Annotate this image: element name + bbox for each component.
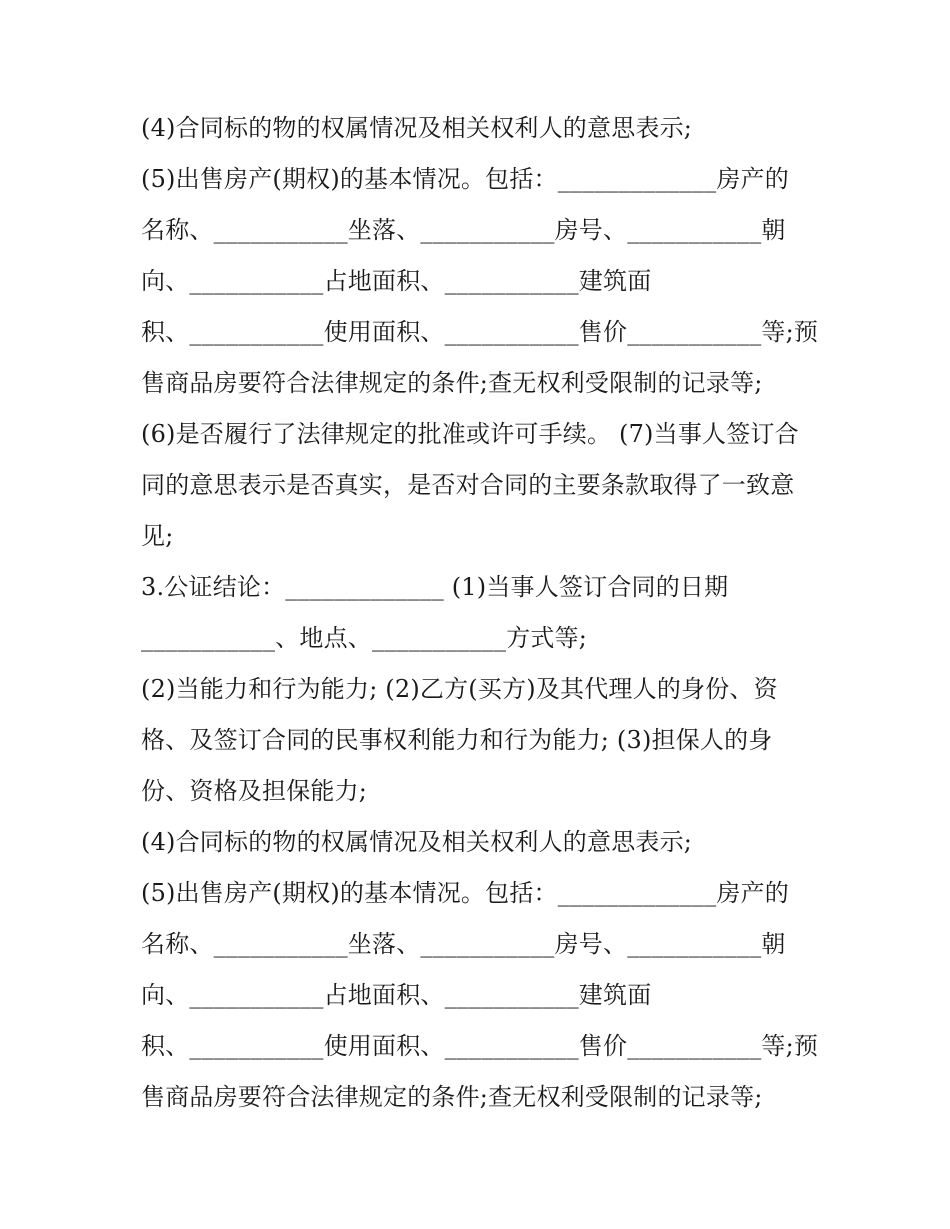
text-line: (4)合同标的物的权属情况及相关权利人的意思表示; [141, 114, 693, 142]
text-line: 向、___________占地面积、___________建筑面 [141, 981, 652, 1009]
text-line: 名称、___________坐落、___________房号、___________朝 [141, 216, 786, 244]
text-line: 份、资格及担保能力; [141, 777, 368, 805]
text-line: 售商品房要符合法律规定的条件;查无权利受限制的记录等; [141, 369, 763, 397]
text-line: 积、___________使用面积、___________售价___________等;预 [141, 1032, 819, 1060]
text-line: 3.公证结论：_____________ (1)当事人签订合同的日期 [141, 573, 729, 601]
text-line: 同的意思表示是否真实，是否对合同的主要条款取得了一致意 [141, 471, 795, 499]
text-line: (2)当能力和行为能力; (2)乙方(买方)及其代理人的身份、资 [141, 675, 778, 703]
text-line: 格、及签订合同的民事权利能力和行为能力; (3)担保人的身 [141, 726, 773, 754]
text-line: (5)出售房产(期权)的基本情况。包括：_____________房产的 [141, 165, 789, 193]
text-line: (4)合同标的物的权属情况及相关权利人的意思表示; [141, 828, 693, 856]
text-line: 名称、___________坐落、___________房号、___________朝 [141, 930, 786, 958]
text-line: 见; [141, 522, 174, 550]
text-line: 售商品房要符合法律规定的条件;查无权利受限制的记录等; [141, 1083, 763, 1111]
document-body [141, 103, 821, 1123]
text-line: 积、___________使用面积、___________售价___________等;预 [141, 318, 819, 346]
text-line: 向、___________占地面积、___________建筑面 [141, 267, 652, 295]
text-line: (5)出售房产(期权)的基本情况。包括：_____________房产的 [141, 879, 789, 907]
text-line: (6)是否履行了法律规定的批准或许可手续。 (7)当事人签订合 [141, 420, 799, 448]
text-line: ___________、地点、___________方式等; [141, 624, 588, 652]
